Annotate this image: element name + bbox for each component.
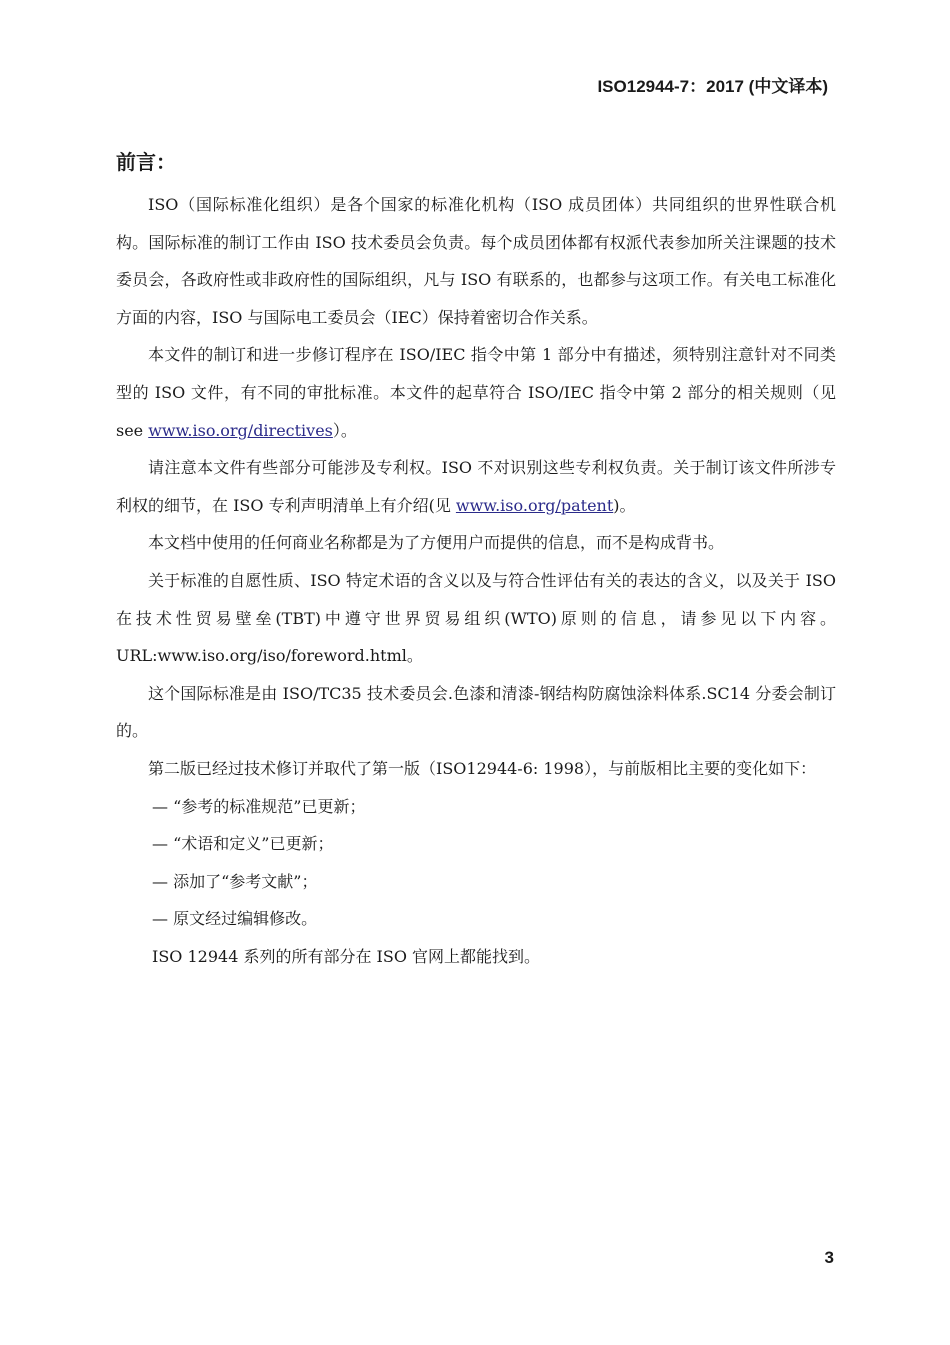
paragraph-committee: 这个国际标准是由 ISO/TC35 技术委员会.色漆和清漆-钢结构防腐蚀涂料体系.SC14 分委会制订的。 xyxy=(116,683,836,741)
link-patent[interactable]: www.iso.org/patent xyxy=(455,495,614,515)
page-number: 3 xyxy=(824,1248,834,1267)
list-item: — 添加了“参考文献”； xyxy=(152,871,318,891)
list-item: — 原文经过编辑修改。 xyxy=(152,909,318,929)
paragraph-trade-names: 本文档中使用的任何商业名称都是为了方便用户而提供的信息，而不是构成背书。 xyxy=(148,533,725,553)
paragraph-directives xyxy=(116,336,836,449)
link-directives[interactable]: www.iso.org/directives xyxy=(148,420,333,440)
paragraph-series-availability: ISO 12944 系列的所有部分在 ISO 官网上都能找到。 xyxy=(152,946,541,966)
paragraph-patents-text: 请注意本文件有些部分可能涉及专利权。ISO 不对识别这些专利权负责。关于制订该文件所涉专利权的细节，在 ISO 专利声明清单上有介绍(见 xyxy=(116,458,836,515)
foreword-body xyxy=(116,186,836,975)
paragraph-iso-intro: ISO（国际标准化组织）是各个国家的标准化机构（ISO 成员团体）共同组织的世界性联合机构。国际标准的制订工作由 ISO 技术委员会负责。每个成员团体都有权派代表参加所关注课题的技术委员会，各政府性或非政府性的国际组织，凡与 ISO 有联系的，也都参与这项工作。有关电工标准化方面的内容，ISO 与国际电工委员会（IEC）保持着密切合作关系。 xyxy=(116,195,836,327)
section-heading-foreword: 前言： xyxy=(116,150,176,174)
paragraph-directives-end: ）。 xyxy=(332,420,357,440)
paragraph-patents-end: )。 xyxy=(613,495,636,515)
document-id-header: ISO12944-7：2017 (中文译本) xyxy=(597,77,828,96)
list-item: — “参考的标准规范”已更新； xyxy=(152,796,366,816)
paragraph-second-edition: 第二版已经过技术修订并取代了第一版（ISO12944-6: 1998），与前版相比主要的变化如下： xyxy=(148,758,817,778)
changes-list xyxy=(116,788,836,938)
paragraph-voluntary-nature: 关于标准的自愿性质、ISO 特定术语的含义以及与符合性评估有关的表达的含义，以及关于 ISO 在技术性贸易壁垒(TBT)中遵守世界贸易组织(WTO)原则的信息，请参见以下内容。URL:www.iso.org/iso/foreword.html。 xyxy=(116,570,836,666)
paragraph-directives-text: 本文件的制订和进一步修订程序在 ISO/IEC 指令中第 1 部分中有描述，须特别注意针对不同类型的 ISO 文件，有不同的审批标准。本文件的起草符合 ISO/IEC 指令中第 2 部分的相关规则（见 see xyxy=(116,345,836,440)
paragraph-patents xyxy=(116,449,836,524)
list-item: — “术语和定义”已更新； xyxy=(152,834,334,854)
